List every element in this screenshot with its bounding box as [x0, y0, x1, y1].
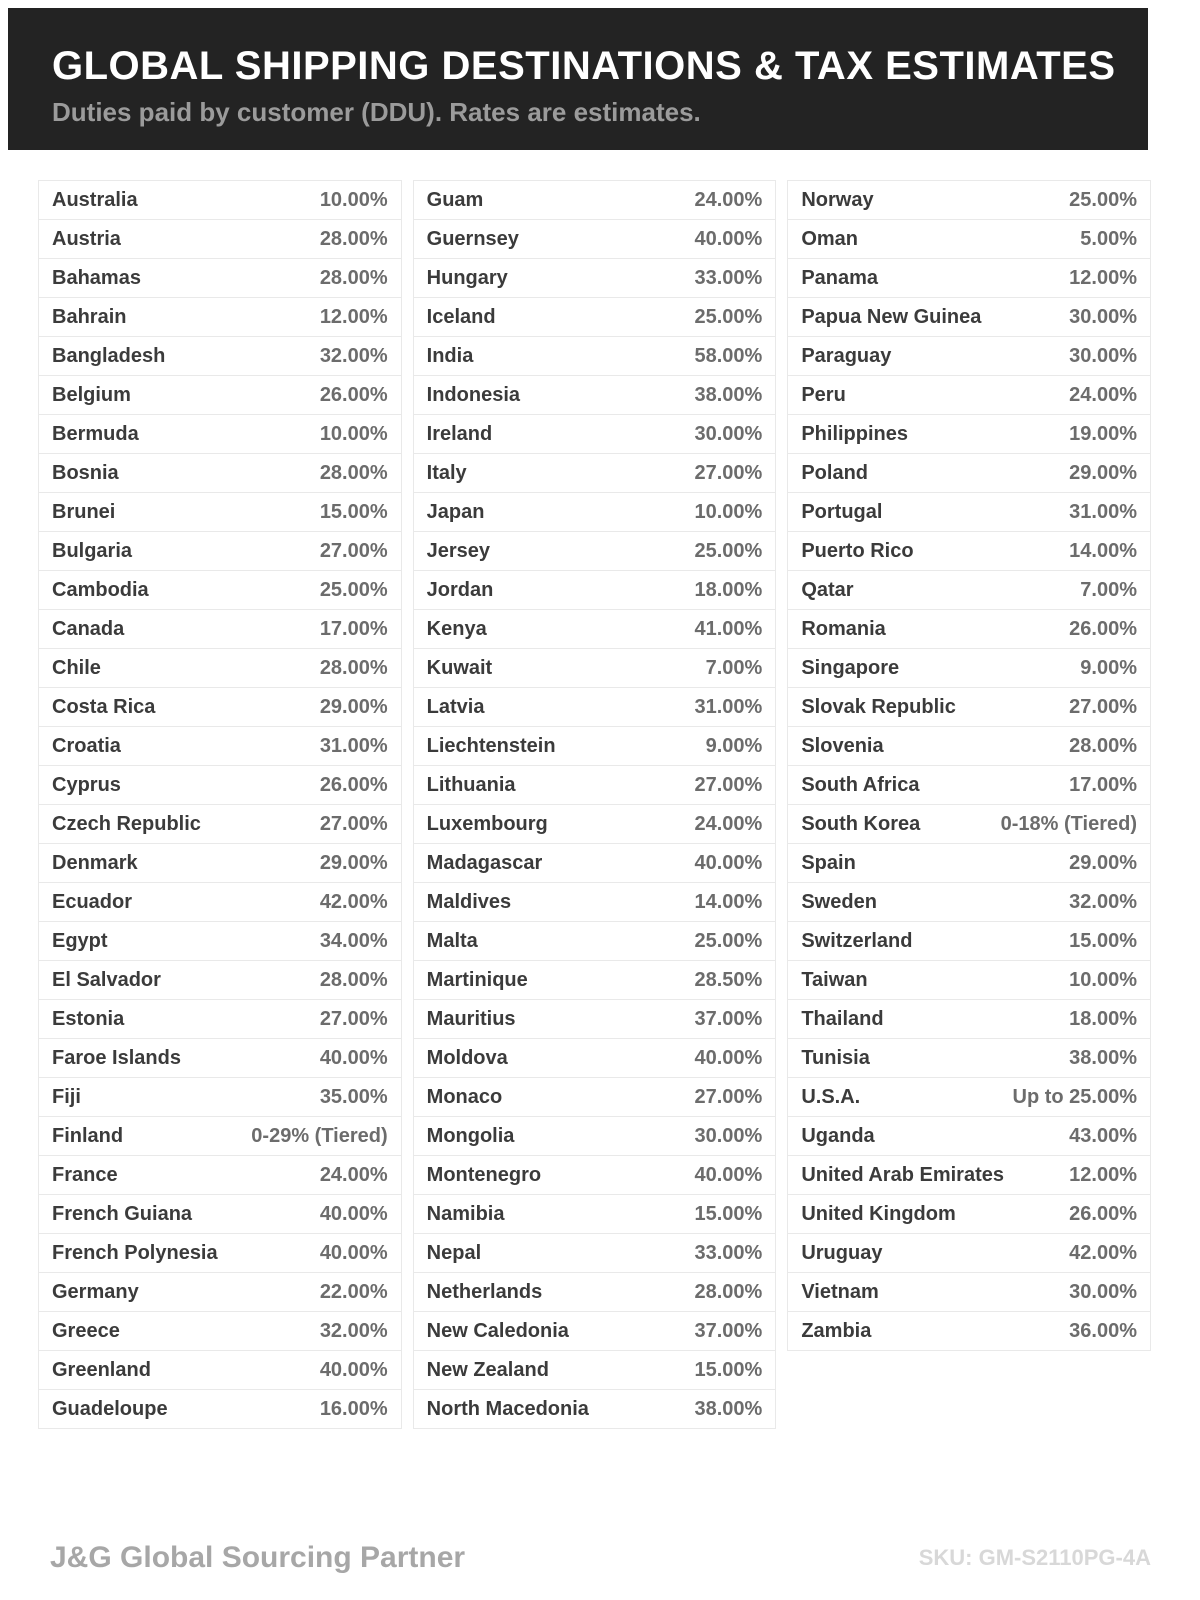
table-row — [787, 1116, 1151, 1156]
tax-rate: 26.00% — [1069, 617, 1137, 640]
tax-rate: 25.00% — [694, 305, 763, 328]
country-name: New Caledonia — [426, 1319, 569, 1342]
table-row — [787, 492, 1151, 532]
table-row — [38, 336, 402, 376]
country-name: Croatia — [52, 734, 121, 757]
tax-rate: 27.00% — [694, 1085, 763, 1108]
country-name: Sweden — [801, 890, 877, 913]
tax-rate: 7.00% — [705, 656, 763, 679]
tax-rate: 40.00% — [694, 1046, 763, 1069]
tax-rate: 33.00% — [694, 266, 763, 289]
table-row — [413, 180, 777, 220]
table-row — [787, 687, 1151, 727]
table-row — [787, 765, 1151, 805]
tax-rate: 10.00% — [1069, 968, 1137, 991]
country-name: Ireland — [426, 422, 493, 445]
tax-rate: 27.00% — [319, 539, 388, 562]
table-row — [413, 687, 777, 727]
country-name: Namibia — [426, 1202, 505, 1225]
tax-rate: 58.00% — [694, 344, 763, 367]
table-row — [413, 492, 777, 532]
tax-rate: 28.00% — [319, 461, 388, 484]
tax-rate: 18.00% — [694, 578, 763, 601]
tax-rate: 37.00% — [694, 1007, 763, 1030]
tax-rate: 33.00% — [694, 1241, 763, 1264]
tax-rate: 15.00% — [319, 500, 388, 523]
country-name: Uruguay — [801, 1241, 883, 1264]
table-row — [413, 1155, 777, 1195]
table-row — [787, 1077, 1151, 1117]
table-row — [787, 258, 1151, 298]
table-row — [38, 1194, 402, 1234]
table-row — [38, 960, 402, 1000]
header-banner — [8, 8, 1148, 150]
table-row — [38, 609, 402, 649]
country-name: Latvia — [426, 695, 485, 718]
tax-rate: 15.00% — [694, 1202, 763, 1225]
table-row — [413, 726, 777, 766]
country-name: South Korea — [801, 812, 921, 835]
table-row — [413, 1038, 777, 1078]
table-row — [38, 648, 402, 688]
country-name: United Kingdom — [801, 1202, 956, 1225]
tax-rate: 41.00% — [694, 617, 763, 640]
country-name: Peru — [801, 383, 846, 406]
tax-rate: 29.00% — [1069, 851, 1137, 874]
table-row — [413, 258, 777, 298]
table-row — [787, 219, 1151, 259]
country-name: Madagascar — [426, 851, 543, 874]
country-name: French Guiana — [52, 1202, 193, 1225]
country-name: United Arab Emirates — [801, 1163, 1004, 1186]
country-name: Kuwait — [426, 656, 493, 679]
table-row — [413, 453, 777, 493]
tax-rate: 38.00% — [694, 383, 763, 406]
table-row — [787, 921, 1151, 961]
table-row — [787, 999, 1151, 1039]
tax-rate: 40.00% — [694, 227, 763, 250]
table-row — [413, 960, 777, 1000]
table-row — [787, 726, 1151, 766]
table-row — [38, 1389, 402, 1429]
table-row — [787, 804, 1151, 844]
tax-rate: 34.00% — [319, 929, 388, 952]
table-row — [787, 570, 1151, 610]
table-row — [787, 375, 1151, 415]
table-row — [787, 1311, 1151, 1351]
tax-rate: 42.00% — [319, 890, 388, 913]
country-name: Cambodia — [52, 578, 149, 601]
country-name: U.S.A. — [801, 1085, 861, 1108]
table-row — [38, 453, 402, 493]
tax-rate: 40.00% — [694, 1163, 763, 1186]
tax-rate: 30.00% — [1069, 305, 1137, 328]
tax-rate: 22.00% — [319, 1280, 388, 1303]
country-name: Italy — [426, 461, 467, 484]
tax-rate: 24.00% — [1069, 383, 1137, 406]
tax-rate: 28.00% — [319, 266, 388, 289]
country-name: Panama — [801, 266, 879, 289]
country-name: Germany — [52, 1280, 139, 1303]
country-name: Oman — [801, 227, 859, 250]
table-row — [38, 687, 402, 727]
table-row — [38, 1155, 402, 1195]
country-name: Greece — [52, 1319, 120, 1342]
country-name: Hungary — [426, 266, 508, 289]
table-row — [787, 882, 1151, 922]
tax-rate: 31.00% — [1069, 500, 1137, 523]
tax-rate: 26.00% — [319, 383, 388, 406]
tax-rate: 17.00% — [319, 617, 388, 640]
tax-rate: 36.00% — [1069, 1319, 1137, 1342]
tax-rate: 28.00% — [1069, 734, 1137, 757]
country-name: Czech Republic — [52, 812, 201, 835]
country-name: Costa Rica — [52, 695, 156, 718]
country-name: Ecuador — [52, 890, 133, 913]
table-row — [787, 1272, 1151, 1312]
country-name: Switzerland — [801, 929, 913, 952]
footer — [50, 1541, 1151, 1575]
country-name: Australia — [52, 188, 138, 211]
table-row — [787, 531, 1151, 571]
tax-rate: 28.50% — [694, 968, 763, 991]
tax-rate: 40.00% — [319, 1241, 388, 1264]
tax-rate: 35.00% — [319, 1085, 388, 1108]
tax-rate: 27.00% — [694, 461, 763, 484]
tax-rate: 26.00% — [1069, 1202, 1137, 1225]
tax-rate: 27.00% — [694, 773, 763, 796]
country-name: Zambia — [801, 1319, 872, 1342]
country-name: Jersey — [426, 539, 491, 562]
table-row — [413, 375, 777, 415]
tax-rate: 24.00% — [319, 1163, 388, 1186]
tax-rate: 29.00% — [1069, 461, 1137, 484]
tax-rate: 10.00% — [694, 500, 763, 523]
tax-rate: 25.00% — [1069, 188, 1137, 211]
table-row — [38, 180, 402, 220]
country-name: Malta — [426, 929, 478, 952]
country-name: Austria — [52, 227, 121, 250]
country-name: Faroe Islands — [52, 1046, 181, 1069]
country-name: Finland — [52, 1124, 124, 1147]
tax-rate: 14.00% — [694, 890, 763, 913]
country-name: Denmark — [52, 851, 138, 874]
tax-rate: 31.00% — [694, 695, 763, 718]
table-row — [413, 1389, 777, 1429]
tax-rate: 9.00% — [1080, 656, 1137, 679]
tax-rate: 7.00% — [1080, 578, 1137, 601]
table-row — [38, 1272, 402, 1312]
table-row — [413, 1311, 777, 1351]
tax-rate: 15.00% — [1069, 929, 1137, 952]
tax-rate: 40.00% — [319, 1202, 388, 1225]
tax-rate: 40.00% — [319, 1046, 388, 1069]
country-name: Vietnam — [801, 1280, 879, 1303]
country-name: Cyprus — [52, 773, 121, 796]
table-row — [413, 219, 777, 259]
tax-rate: 16.00% — [319, 1397, 388, 1420]
table-row — [38, 414, 402, 454]
country-name: Belgium — [52, 383, 131, 406]
tax-rate: 25.00% — [694, 929, 763, 952]
table-column-3 — [787, 180, 1151, 1351]
tax-rate: 40.00% — [694, 851, 763, 874]
sku-label: SKU: GM-S2110PG-4A — [918, 1545, 1151, 1570]
country-name: Bahrain — [52, 305, 127, 328]
tax-rate-table — [38, 180, 1151, 1429]
country-name: New Zealand — [426, 1358, 549, 1381]
country-name: Guam — [426, 188, 484, 211]
country-name: Thailand — [801, 1007, 884, 1030]
tax-rate: 12.00% — [319, 305, 388, 328]
country-name: Paraguay — [801, 344, 892, 367]
country-name: Indonesia — [426, 383, 521, 406]
tax-rate: 0-29% (Tiered) — [251, 1124, 388, 1147]
country-name: North Macedonia — [426, 1397, 589, 1420]
country-name: Iceland — [426, 305, 496, 328]
tax-rate: 30.00% — [694, 1124, 763, 1147]
table-row — [413, 882, 777, 922]
table-row — [38, 1116, 402, 1156]
tax-rate: 38.00% — [694, 1397, 763, 1420]
country-name: Monaco — [426, 1085, 503, 1108]
country-name: Bosnia — [52, 461, 119, 484]
country-name: France — [52, 1163, 118, 1186]
country-name: Taiwan — [801, 968, 868, 991]
table-row — [787, 336, 1151, 376]
country-name: Bermuda — [52, 422, 139, 445]
tax-rate: 12.00% — [1069, 266, 1137, 289]
country-name: Estonia — [52, 1007, 125, 1030]
table-row — [787, 648, 1151, 688]
table-row — [38, 1038, 402, 1078]
country-name: Papua New Guinea — [801, 305, 982, 328]
country-name: Japan — [426, 500, 485, 523]
table-row — [38, 492, 402, 532]
table-row — [413, 843, 777, 883]
table-row — [787, 960, 1151, 1000]
table-row — [38, 999, 402, 1039]
table-row — [38, 726, 402, 766]
tax-rate: 32.00% — [319, 344, 388, 367]
tax-rate: 24.00% — [694, 812, 763, 835]
table-row — [38, 843, 402, 883]
country-name: Uganda — [801, 1124, 875, 1147]
country-name: Netherlands — [426, 1280, 543, 1303]
tax-rate: 0-18% (Tiered) — [1000, 812, 1137, 835]
table-row — [787, 1194, 1151, 1234]
table-row — [38, 804, 402, 844]
country-name: Slovak Republic — [801, 695, 956, 718]
table-row — [787, 1038, 1151, 1078]
table-row — [38, 531, 402, 571]
table-row — [413, 765, 777, 805]
tax-rate: 27.00% — [319, 1007, 388, 1030]
country-name: Tunisia — [801, 1046, 870, 1069]
table-row — [787, 1233, 1151, 1273]
tax-rate: 37.00% — [694, 1319, 763, 1342]
table-row — [38, 219, 402, 259]
table-row — [787, 453, 1151, 493]
country-name: Greenland — [52, 1358, 151, 1381]
country-name: Mauritius — [426, 1007, 516, 1030]
country-name: Liechtenstein — [426, 734, 556, 757]
table-row — [413, 1077, 777, 1117]
country-name: South Africa — [801, 773, 920, 796]
table-row — [787, 180, 1151, 220]
table-row — [413, 921, 777, 961]
table-row — [413, 531, 777, 571]
tax-rate: 32.00% — [1069, 890, 1137, 913]
country-name: Guernsey — [426, 227, 519, 250]
table-row — [38, 882, 402, 922]
table-row — [787, 414, 1151, 454]
country-name: Moldova — [426, 1046, 508, 1069]
tax-rate: 42.00% — [1069, 1241, 1137, 1264]
page-title: GLOBAL SHIPPING DESTINATIONS & TAX ESTIMATES — [52, 44, 1116, 88]
table-row — [38, 765, 402, 805]
tax-rate: 19.00% — [1069, 422, 1137, 445]
country-name: French Polynesia — [52, 1241, 218, 1264]
tax-rate: 28.00% — [319, 656, 388, 679]
country-name: Canada — [52, 617, 125, 640]
tax-rate: 27.00% — [1069, 695, 1137, 718]
country-name: Lithuania — [426, 773, 516, 796]
tax-rate: 28.00% — [319, 968, 388, 991]
tax-rate: 28.00% — [319, 227, 388, 250]
country-name: India — [426, 344, 474, 367]
table-row — [413, 1272, 777, 1312]
page-subtitle: Duties paid by customer (DDU). Rates are estimates. — [52, 97, 701, 127]
table-row — [38, 1077, 402, 1117]
country-name: Nepal — [426, 1241, 482, 1264]
tax-rate: 18.00% — [1069, 1007, 1137, 1030]
brand-name: J&G Global Sourcing Partner — [50, 1541, 466, 1574]
tax-rate: 43.00% — [1069, 1124, 1137, 1147]
tax-rate: 10.00% — [319, 422, 388, 445]
country-name: Guadeloupe — [52, 1397, 168, 1420]
table-row — [413, 1194, 777, 1234]
country-name: Maldives — [426, 890, 512, 913]
tax-rate: 10.00% — [319, 188, 388, 211]
table-row — [38, 921, 402, 961]
table-row — [413, 1116, 777, 1156]
table-row — [787, 1155, 1151, 1195]
country-name: Romania — [801, 617, 886, 640]
tax-rate: 28.00% — [694, 1280, 763, 1303]
country-name: El Salvador — [52, 968, 161, 991]
tax-rate: 30.00% — [1069, 1280, 1137, 1303]
table-row — [413, 804, 777, 844]
country-name: Bahamas — [52, 266, 141, 289]
country-name: Norway — [801, 188, 874, 211]
country-name: Montenegro — [426, 1163, 542, 1186]
tax-rate: 25.00% — [319, 578, 388, 601]
tax-rate: 15.00% — [694, 1358, 763, 1381]
country-name: Kenya — [426, 617, 487, 640]
table-row — [413, 648, 777, 688]
tax-rate: 14.00% — [1069, 539, 1137, 562]
tax-rate: 27.00% — [319, 812, 388, 835]
country-name: Bulgaria — [52, 539, 133, 562]
country-name: Slovenia — [801, 734, 884, 757]
country-name: Singapore — [801, 656, 900, 679]
tax-rate: 30.00% — [694, 422, 763, 445]
country-name: Spain — [801, 851, 856, 874]
tax-rate: 5.00% — [1080, 227, 1137, 250]
country-name: Bangladesh — [52, 344, 166, 367]
table-row — [413, 1233, 777, 1273]
country-name: Qatar — [801, 578, 854, 601]
table-row — [413, 570, 777, 610]
tax-rate: 12.00% — [1069, 1163, 1137, 1186]
table-row — [413, 297, 777, 337]
table-row — [38, 1350, 402, 1390]
tax-rate: 24.00% — [694, 188, 763, 211]
tax-rate: Up to 25.00% — [1012, 1085, 1137, 1108]
country-name: Chile — [52, 656, 101, 679]
table-row — [38, 1311, 402, 1351]
country-name: Martinique — [426, 968, 528, 991]
tax-rate: 40.00% — [319, 1358, 388, 1381]
country-name: Fiji — [52, 1085, 81, 1108]
tax-rate: 26.00% — [319, 773, 388, 796]
tax-rate: 29.00% — [319, 695, 388, 718]
table-row — [413, 999, 777, 1039]
table-row — [787, 609, 1151, 649]
table-column-1 — [38, 180, 402, 1429]
country-name: Luxembourg — [426, 812, 548, 835]
table-row — [413, 336, 777, 376]
tax-rate: 29.00% — [319, 851, 388, 874]
country-name: Puerto Rico — [801, 539, 914, 562]
table-row — [413, 1350, 777, 1390]
country-name: Jordan — [426, 578, 494, 601]
table-row — [38, 297, 402, 337]
table-row — [38, 258, 402, 298]
table-row — [413, 609, 777, 649]
tax-rate: 30.00% — [1069, 344, 1137, 367]
table-row — [38, 375, 402, 415]
table-row — [787, 843, 1151, 883]
table-row — [38, 570, 402, 610]
country-name: Brunei — [52, 500, 116, 523]
tax-rate: 31.00% — [319, 734, 388, 757]
country-name: Portugal — [801, 500, 883, 523]
table-row — [413, 414, 777, 454]
tax-rate: 32.00% — [319, 1319, 388, 1342]
country-name: Philippines — [801, 422, 909, 445]
table-row — [38, 1233, 402, 1273]
table-row — [787, 297, 1151, 337]
tax-rate: 38.00% — [1069, 1046, 1137, 1069]
tax-rate: 9.00% — [705, 734, 763, 757]
country-name: Poland — [801, 461, 868, 484]
table-column-2 — [413, 180, 777, 1429]
tax-rate: 25.00% — [694, 539, 763, 562]
country-name: Mongolia — [426, 1124, 515, 1147]
tax-rate: 17.00% — [1069, 773, 1137, 796]
country-name: Egypt — [52, 929, 108, 952]
